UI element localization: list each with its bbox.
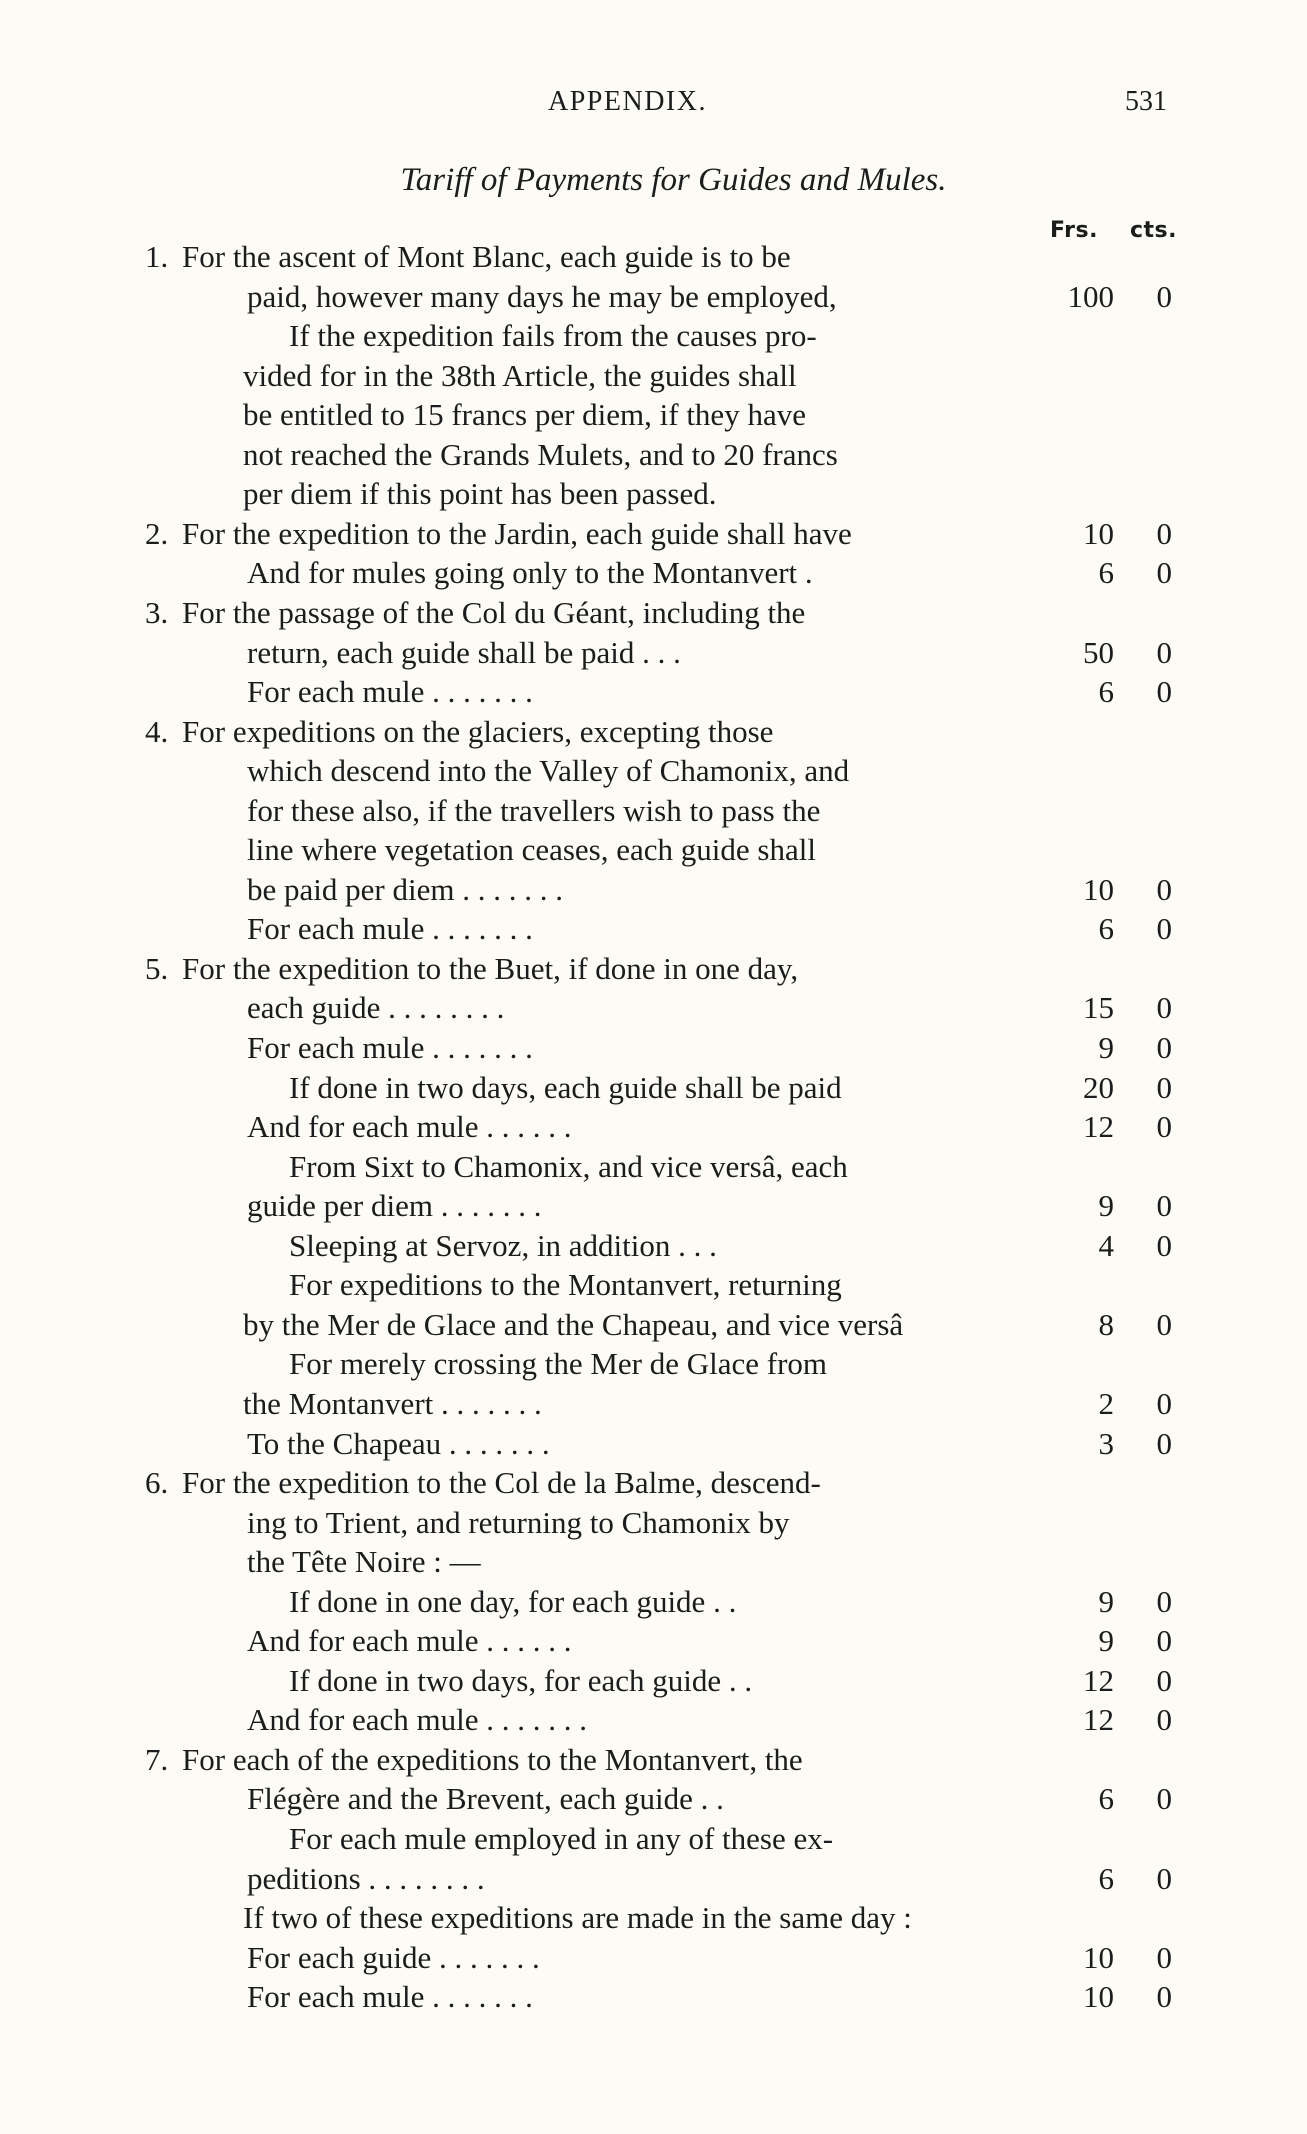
table-row — [0, 1740, 1307, 1780]
line-text: To the Chapeau . . . . . . . — [247, 1426, 550, 1461]
running-head-title: APPENDIX. — [548, 86, 707, 117]
line-text: For the passage of the Col du Géant, including the — [182, 595, 806, 630]
francs-value: 9 — [1098, 1584, 1114, 1619]
cents-value: 0 — [1156, 1702, 1172, 1737]
table-row — [0, 1384, 1307, 1424]
cents-value: 0 — [1156, 635, 1172, 670]
cents-value: 0 — [1156, 872, 1172, 907]
francs-value: 9 — [1098, 1623, 1114, 1658]
cents-value: 0 — [1156, 1426, 1172, 1461]
column-header-cents: cts. — [1130, 218, 1178, 243]
table-row — [0, 395, 1307, 435]
table-row — [0, 988, 1307, 1028]
line-text: For each mule . . . . . . . — [247, 1979, 533, 2014]
line-text: For each guide . . . . . . . — [247, 1940, 540, 1975]
table-row — [0, 1344, 1307, 1384]
table-row — [0, 1226, 1307, 1266]
item-number: 2. — [145, 516, 169, 551]
francs-value: 6 — [1098, 1861, 1114, 1896]
table-row — [0, 514, 1307, 554]
item-number: 4. — [145, 714, 169, 749]
cents-value: 0 — [1156, 1109, 1172, 1144]
line-text: For each mule . . . . . . . — [247, 674, 533, 709]
table-row — [0, 1779, 1307, 1819]
line-text: From Sixt to Chamonix, and vice versâ, each — [289, 1149, 848, 1184]
table-row — [0, 712, 1307, 752]
table-row — [0, 1938, 1307, 1978]
francs-value: 9 — [1098, 1030, 1114, 1065]
francs-value: 50 — [1083, 635, 1114, 670]
table-row — [0, 633, 1307, 673]
line-text: And for each mule . . . . . . . — [247, 1702, 588, 1737]
francs-value: 12 — [1083, 1663, 1114, 1698]
line-text: for these also, if the travellers wish to pass the — [247, 793, 821, 828]
francs-value: 10 — [1083, 516, 1114, 551]
cents-value: 0 — [1156, 1584, 1172, 1619]
table-row — [0, 791, 1307, 831]
table-row — [0, 1147, 1307, 1187]
line-text: be paid per diem . . . . . . . — [247, 872, 563, 907]
cents-value: 0 — [1156, 279, 1172, 314]
line-text: which descend into the Valley of Chamonix, and — [247, 753, 850, 788]
cents-value: 0 — [1156, 1386, 1172, 1421]
table-row — [0, 1424, 1307, 1464]
line-text: For expeditions to the Montanvert, returning — [289, 1267, 842, 1302]
line-text: For the ascent of Mont Blanc, each guide is to be — [182, 239, 791, 274]
cents-value: 0 — [1156, 1979, 1172, 2014]
cents-value: 0 — [1156, 674, 1172, 709]
page-number: 531 — [1125, 86, 1167, 117]
francs-value: 9 — [1098, 1188, 1114, 1223]
cents-value: 0 — [1156, 1228, 1172, 1263]
line-text: If done in one day, for each guide . . — [289, 1584, 737, 1619]
line-text: line where vegetation ceases, each guide shall — [247, 832, 816, 867]
line-text: guide per diem . . . . . . . — [247, 1188, 542, 1223]
line-text: If the expedition fails from the causes pro- — [289, 318, 817, 353]
table-row — [0, 1028, 1307, 1068]
francs-value: 8 — [1098, 1307, 1114, 1342]
cents-value: 0 — [1156, 516, 1172, 551]
line-text: return, each guide shall be paid . . . — [247, 635, 681, 670]
table-row — [0, 1542, 1307, 1582]
francs-value: 6 — [1098, 911, 1114, 946]
francs-value: 100 — [1067, 279, 1114, 314]
table-row — [0, 1898, 1307, 1938]
line-text: per diem if this point has been passed. — [243, 476, 717, 511]
cents-value: 0 — [1156, 1307, 1172, 1342]
table-row — [0, 1068, 1307, 1108]
francs-value: 15 — [1083, 990, 1114, 1025]
cents-value: 0 — [1156, 1663, 1172, 1698]
francs-value: 6 — [1098, 555, 1114, 590]
table-row — [0, 751, 1307, 791]
item-number: 5. — [145, 951, 169, 986]
table-row — [0, 1305, 1307, 1345]
line-text: ing to Trient, and returning to Chamonix by — [247, 1505, 790, 1540]
table-row — [0, 356, 1307, 396]
francs-value: 6 — [1098, 1781, 1114, 1816]
line-text: If two of these expeditions are made in the same day : — [243, 1900, 912, 1935]
line-text: Flégère and the Brevent, each guide . . — [247, 1781, 724, 1816]
line-text: be entitled to 15 francs per diem, if they have — [243, 397, 806, 432]
item-number: 6. — [145, 1465, 169, 1500]
cents-value: 0 — [1156, 1188, 1172, 1223]
table-row — [0, 1859, 1307, 1899]
item-number: 1. — [145, 239, 169, 274]
cents-value: 0 — [1156, 911, 1172, 946]
line-text: the Montanvert . . . . . . . — [243, 1386, 542, 1421]
line-text: vided for in the 38th Article, the guides shall — [243, 358, 797, 393]
table-row — [0, 1977, 1307, 2017]
line-text: not reached the Grands Mulets, and to 20 francs — [243, 437, 838, 472]
line-text: And for mules going only to the Montanvert . — [247, 555, 813, 590]
table-row — [0, 593, 1307, 633]
line-text: each guide . . . . . . . . — [247, 990, 505, 1025]
item-number: 3. — [145, 595, 169, 630]
line-text: For the expedition to the Buet, if done in one day, — [182, 951, 799, 986]
table-row — [0, 1463, 1307, 1503]
line-text: If done in two days, each guide shall be paid — [289, 1070, 842, 1105]
running-head — [0, 86, 1307, 122]
line-text: the Tête Noire : — — [247, 1544, 481, 1579]
cents-value: 0 — [1156, 990, 1172, 1025]
cents-value: 0 — [1156, 1070, 1172, 1105]
table-row — [0, 1503, 1307, 1543]
line-text: For the expedition to the Jardin, each guide shall have — [182, 516, 852, 551]
francs-value: 10 — [1083, 872, 1114, 907]
table-row — [0, 1582, 1307, 1622]
cents-value: 0 — [1156, 1623, 1172, 1658]
table-row — [0, 1621, 1307, 1661]
cents-value: 0 — [1156, 1781, 1172, 1816]
table-row — [0, 316, 1307, 356]
table-row — [0, 1700, 1307, 1740]
francs-value: 4 — [1098, 1228, 1114, 1263]
line-text: For each mule . . . . . . . — [247, 911, 533, 946]
column-header-francs: Frs. — [1050, 218, 1098, 243]
francs-value: 10 — [1083, 1979, 1114, 2014]
line-text: For merely crossing the Mer de Glace from — [289, 1346, 828, 1381]
table-title: Tariff of Payments for Guides and Mules. — [400, 162, 947, 198]
table-row — [0, 237, 1307, 277]
cents-value: 0 — [1156, 1861, 1172, 1896]
table-row — [0, 435, 1307, 475]
table-row — [0, 949, 1307, 989]
line-text: by the Mer de Glace and the Chapeau, and vice versâ — [243, 1307, 904, 1342]
line-text: For each mule employed in any of these ex- — [289, 1821, 834, 1856]
francs-value: 12 — [1083, 1109, 1114, 1144]
table-row — [0, 1265, 1307, 1305]
table-row — [0, 553, 1307, 593]
line-text: For each mule . . . . . . . — [247, 1030, 533, 1065]
table-row — [0, 1107, 1307, 1147]
table-row — [0, 1661, 1307, 1701]
line-text: For expeditions on the glaciers, excepting those — [182, 714, 774, 749]
table-row — [0, 909, 1307, 949]
item-number: 7. — [145, 1742, 169, 1777]
line-text: For each of the expeditions to the Montanvert, the — [182, 1742, 803, 1777]
table-row — [0, 870, 1307, 910]
line-text: For the expedition to the Col de la Balme, descend- — [182, 1465, 821, 1500]
table-row — [0, 1819, 1307, 1859]
line-text: Sleeping at Servoz, in addition . . . — [289, 1228, 717, 1263]
table-row — [0, 277, 1307, 317]
francs-value: 20 — [1083, 1070, 1114, 1105]
line-text: paid, however many days he may be employed, — [247, 279, 837, 314]
francs-value: 12 — [1083, 1702, 1114, 1737]
cents-value: 0 — [1156, 1940, 1172, 1975]
francs-value: 6 — [1098, 674, 1114, 709]
table-row — [0, 672, 1307, 712]
table-row — [0, 474, 1307, 514]
cents-value: 0 — [1156, 1030, 1172, 1065]
francs-value: 2 — [1098, 1386, 1114, 1421]
table-row — [0, 830, 1307, 870]
francs-value: 3 — [1098, 1426, 1114, 1461]
line-text: peditions . . . . . . . . — [247, 1861, 485, 1896]
francs-value: 10 — [1083, 1940, 1114, 1975]
line-text: If done in two days, for each guide . . — [289, 1663, 753, 1698]
cents-value: 0 — [1156, 555, 1172, 590]
line-text: And for each mule . . . . . . — [247, 1623, 572, 1658]
table-row — [0, 1186, 1307, 1226]
line-text: And for each mule . . . . . . — [247, 1109, 572, 1144]
